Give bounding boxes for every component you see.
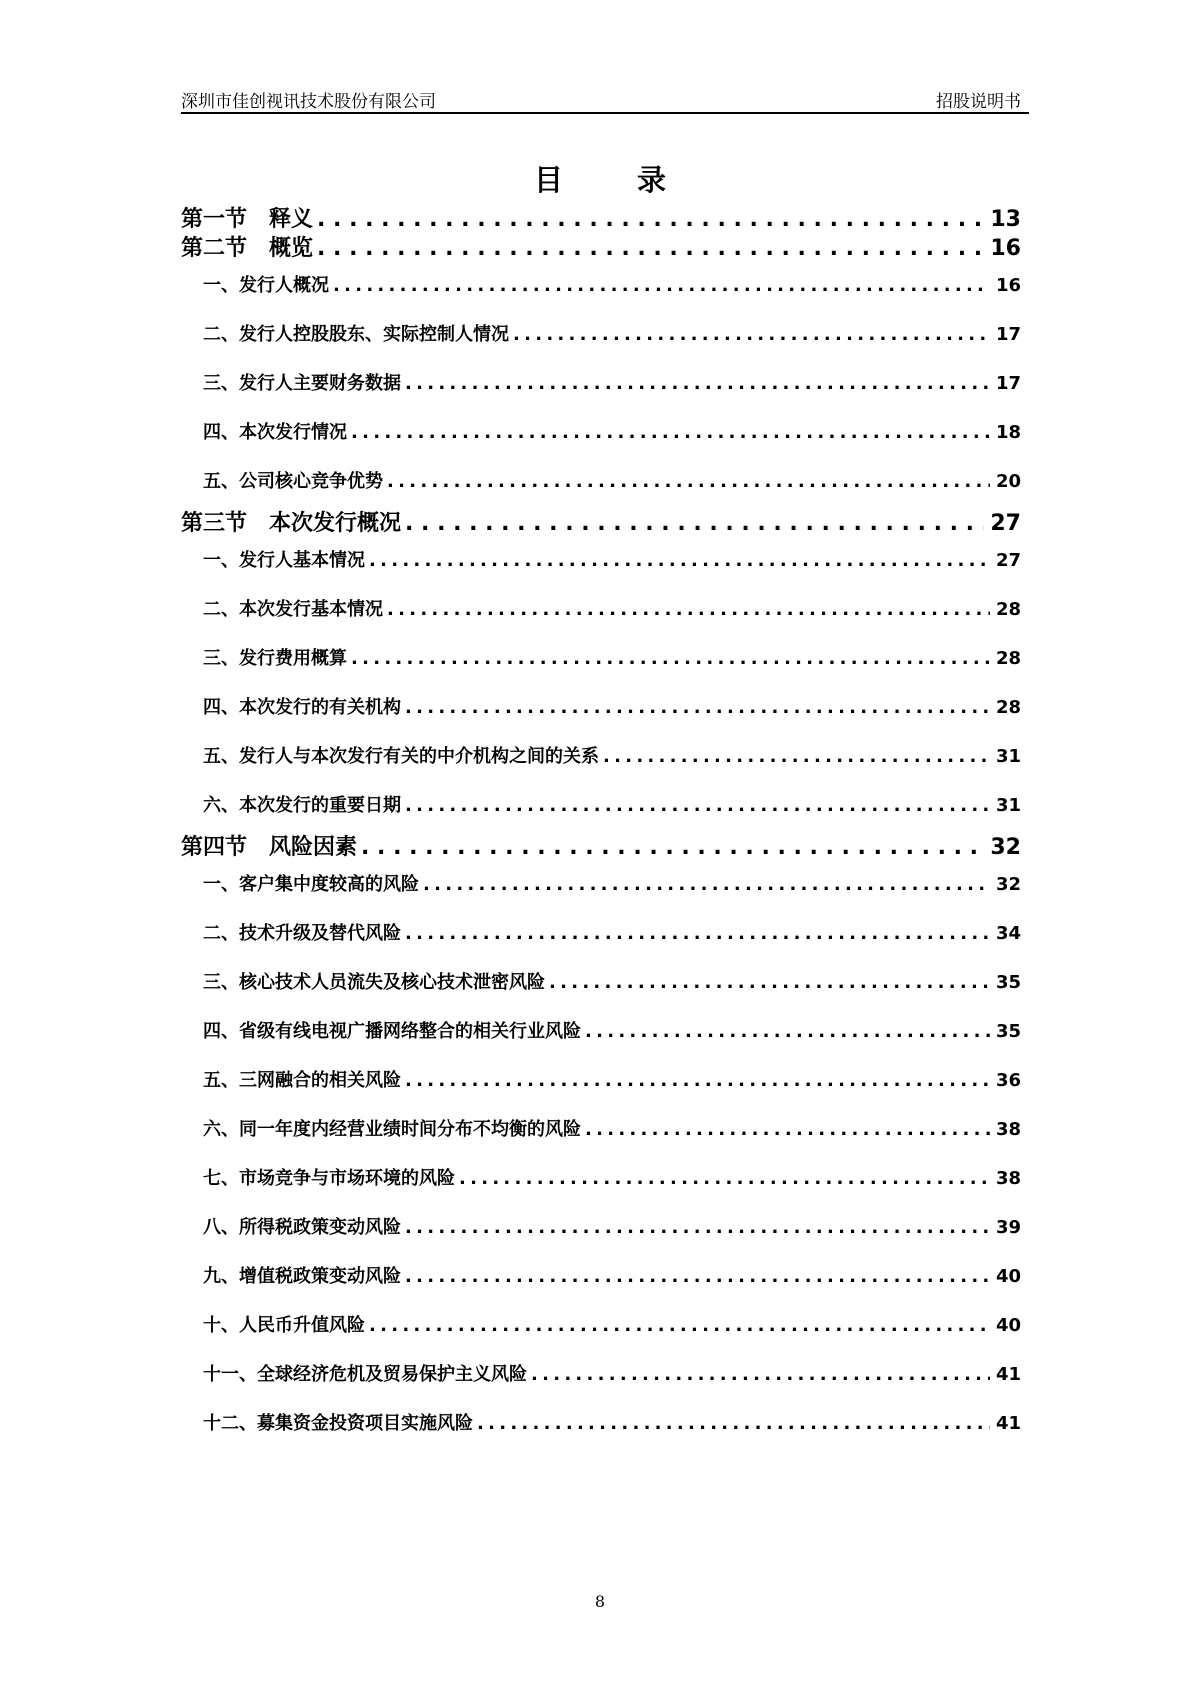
toc-subsection-entry[interactable] xyxy=(203,1115,1021,1141)
toc-entry-title: 二、技术升级及替代风险 xyxy=(203,923,401,944)
toc-entry-title: 一、客户集中度较高的风险 xyxy=(203,874,419,895)
toc-page-number: 28 xyxy=(995,697,1021,718)
page-number: 8 xyxy=(594,1592,606,1611)
toc-section-number: 第四节 xyxy=(181,835,248,860)
toc-dot-leader xyxy=(405,795,990,816)
toc-page-number: 18 xyxy=(995,422,1021,443)
toc-entry-title: 二、发行人控股股东、实际控制人情况 xyxy=(203,324,509,345)
toc-dot-leader xyxy=(585,1021,990,1042)
toc-entry-title: 三、核心技术人员流失及核心技术泄密风险 xyxy=(203,972,545,993)
toc-dot-leader xyxy=(513,324,990,345)
toc-entry-title: 十、人民币升值风险 xyxy=(203,1315,365,1336)
toc-dot-leader xyxy=(351,422,990,443)
toc-dot-leader xyxy=(361,835,984,860)
toc-page-number: 40 xyxy=(995,1266,1021,1287)
toc-entry-label xyxy=(203,1213,401,1239)
toc-page-number: 32 xyxy=(990,835,1021,860)
toc-entry-title: 一、发行人概况 xyxy=(203,275,329,296)
toc-section-entry[interactable] xyxy=(181,202,1021,233)
toc-entry-label xyxy=(203,644,347,670)
toc-dot-leader xyxy=(369,550,990,571)
page-header xyxy=(181,85,1029,114)
toc-entry-label xyxy=(181,231,313,262)
toc-dot-leader xyxy=(317,236,984,261)
toc-entry-title: 二、本次发行基本情况 xyxy=(203,599,383,620)
toc-entry-title: 三、发行人主要财务数据 xyxy=(203,373,401,394)
toc-page-number: 35 xyxy=(995,1021,1021,1042)
toc-subsection-entry[interactable] xyxy=(203,320,1021,346)
toc-dot-leader xyxy=(405,697,990,718)
toc-subsection-entry[interactable] xyxy=(203,791,1021,817)
toc-entry-title: 释义 xyxy=(269,207,314,232)
toc-section-entry[interactable] xyxy=(181,830,1021,861)
toc-dot-leader xyxy=(387,471,990,492)
toc-page-number: 17 xyxy=(995,324,1021,345)
toc-entry-label xyxy=(203,1311,365,1337)
toc-entry-title: 五、发行人与本次发行有关的中介机构之间的关系 xyxy=(203,746,599,767)
toc-title: 目 录 xyxy=(533,163,699,197)
toc-entry-label xyxy=(203,418,347,444)
toc-entry-label xyxy=(181,830,357,861)
toc-dot-leader xyxy=(405,1070,990,1091)
toc-section-number: 第三节 xyxy=(181,511,248,536)
toc-entry-label xyxy=(203,271,329,297)
toc-entry-label xyxy=(203,919,401,945)
toc-dot-leader xyxy=(585,1119,990,1140)
header-document-type: 招股说明书 xyxy=(936,92,1021,112)
toc-dot-leader xyxy=(317,207,984,232)
toc-subsection-entry[interactable] xyxy=(203,742,1021,768)
toc-page-number: 28 xyxy=(995,648,1021,669)
toc-dot-leader xyxy=(423,874,990,895)
toc-entry-label xyxy=(181,202,313,233)
toc-page-number: 27 xyxy=(990,511,1021,536)
toc-entry-title: 四、本次发行情况 xyxy=(203,422,347,443)
toc-entry-label xyxy=(203,742,599,768)
toc-entry-label xyxy=(203,595,383,621)
toc-page-number: 27 xyxy=(995,550,1021,571)
toc-entry-title: 本次发行概况 xyxy=(269,511,402,536)
toc-entry-title: 八、所得税政策变动风险 xyxy=(203,1217,401,1238)
toc-subsection-entry[interactable] xyxy=(203,1262,1021,1288)
toc-dot-leader xyxy=(531,1364,990,1385)
toc-dot-leader xyxy=(405,1266,990,1287)
toc-entry-label xyxy=(203,968,545,994)
toc-page-number: 38 xyxy=(995,1119,1021,1140)
toc-subsection-entry[interactable] xyxy=(203,595,1021,621)
toc-section-entry[interactable] xyxy=(181,231,1021,262)
toc-dot-leader xyxy=(477,1413,990,1434)
toc-subsection-entry[interactable] xyxy=(203,644,1021,670)
toc-entry-title: 三、发行费用概算 xyxy=(203,648,347,669)
toc-entry-label xyxy=(203,1066,401,1092)
toc-page-number: 38 xyxy=(995,1168,1021,1189)
toc-page-number: 20 xyxy=(995,471,1021,492)
toc-page-number: 36 xyxy=(995,1070,1021,1091)
toc-entry-label xyxy=(203,1360,527,1386)
toc-page-number: 17 xyxy=(995,373,1021,394)
toc-subsection-entry[interactable] xyxy=(203,968,1021,994)
toc-entry-title: 五、三网融合的相关风险 xyxy=(203,1070,401,1091)
toc-subsection-entry[interactable] xyxy=(203,1213,1021,1239)
toc-subsection-entry[interactable] xyxy=(203,1164,1021,1190)
toc-subsection-entry[interactable] xyxy=(203,1311,1021,1337)
toc-dot-leader xyxy=(369,1315,990,1336)
toc-dot-leader xyxy=(603,746,990,767)
toc-page-number: 13 xyxy=(990,207,1021,232)
toc-dot-leader xyxy=(405,1217,990,1238)
toc-page-number: 16 xyxy=(995,275,1021,296)
toc-entry-label xyxy=(181,506,401,537)
toc-entry-title: 四、省级有线电视广播网络整合的相关行业风险 xyxy=(203,1021,581,1042)
toc-entry-title: 五、公司核心竞争优势 xyxy=(203,471,383,492)
toc-dot-leader xyxy=(459,1168,990,1189)
toc-entry-label xyxy=(203,693,401,719)
toc-entry-title: 风险因素 xyxy=(269,835,358,860)
toc-entry-label xyxy=(203,1409,473,1435)
toc-page-number: 34 xyxy=(995,923,1021,944)
toc-subsection-entry[interactable] xyxy=(203,546,1021,572)
toc-subsection-entry[interactable] xyxy=(203,418,1021,444)
toc-entry-label xyxy=(203,1164,455,1190)
toc-entry-title: 一、发行人基本情况 xyxy=(203,550,365,571)
toc-subsection-entry[interactable] xyxy=(203,1360,1021,1386)
toc-page-number: 39 xyxy=(995,1217,1021,1238)
toc-entry-label xyxy=(203,1115,581,1141)
toc-subsection-entry[interactable] xyxy=(203,919,1021,945)
toc-subsection-entry[interactable] xyxy=(203,1017,1021,1043)
toc-dot-leader xyxy=(405,511,984,536)
toc-entry-label xyxy=(203,546,365,572)
toc-page-number: 41 xyxy=(995,1413,1021,1434)
toc-subsection-entry[interactable] xyxy=(203,271,1021,297)
toc-entry-title: 六、同一年度内经营业绩时间分布不均衡的风险 xyxy=(203,1119,581,1140)
toc-entry-label xyxy=(203,467,383,493)
toc-dot-leader xyxy=(351,648,990,669)
toc-entry-title: 四、本次发行的有关机构 xyxy=(203,697,401,718)
toc-page-number: 31 xyxy=(995,795,1021,816)
toc-page-number: 41 xyxy=(995,1364,1021,1385)
toc-subsection-entry[interactable] xyxy=(203,1066,1021,1092)
toc-dot-leader xyxy=(333,275,990,296)
toc-page-number: 28 xyxy=(995,599,1021,620)
toc-entry-title: 六、本次发行的重要日期 xyxy=(203,795,401,816)
toc-dot-leader xyxy=(387,599,990,620)
toc-entry-label xyxy=(203,791,401,817)
toc-entry-title: 九、增值税政策变动风险 xyxy=(203,1266,401,1287)
toc-entry-title: 概览 xyxy=(269,236,314,261)
toc-dot-leader xyxy=(405,923,990,944)
toc-entry-label xyxy=(203,1262,401,1288)
toc-entry-label xyxy=(203,320,509,346)
toc-subsection-entry[interactable] xyxy=(203,467,1021,493)
toc-entry-label xyxy=(203,1017,581,1043)
toc-section-entry[interactable] xyxy=(181,506,1021,537)
toc-entry-title: 十二、募集资金投资项目实施风险 xyxy=(203,1413,473,1434)
toc-subsection-entry[interactable] xyxy=(203,1409,1021,1435)
toc-page-number: 16 xyxy=(990,236,1021,261)
header-company-name: 深圳市佳创视讯技术股份有限公司 xyxy=(181,92,436,112)
toc-subsection-entry[interactable] xyxy=(203,693,1021,719)
toc-subsection-entry[interactable] xyxy=(203,870,1021,896)
toc-subsection-entry[interactable] xyxy=(203,369,1021,395)
toc-entry-label xyxy=(203,369,401,395)
toc-page-number: 31 xyxy=(995,746,1021,767)
toc-section-number: 第二节 xyxy=(181,236,248,261)
toc-entry-title: 七、市场竞争与市场环境的风险 xyxy=(203,1168,455,1189)
toc-page-number: 40 xyxy=(995,1315,1021,1336)
toc-section-number: 第一节 xyxy=(181,207,248,232)
toc-page-number: 35 xyxy=(995,972,1021,993)
toc-entry-label xyxy=(203,870,419,896)
toc-entry-title: 十一、全球经济危机及贸易保护主义风险 xyxy=(203,1364,527,1385)
toc-page-number: 32 xyxy=(995,874,1021,895)
toc-dot-leader xyxy=(549,972,990,993)
toc-dot-leader xyxy=(405,373,990,394)
